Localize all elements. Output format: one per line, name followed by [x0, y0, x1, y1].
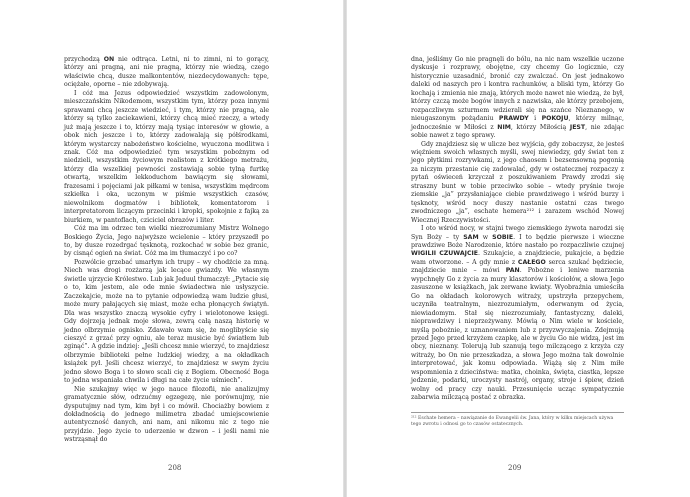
text-run: i zarazem wschód Nowej Wiecznej Rzeczywistości.: [411, 208, 624, 224]
text-run: I cóż ma Jezus odpowiedzieć wszystkim zadowolonym, mieszczańskim Nikodemom, wszystkim tym, którzy poza innymi sprawami chcą jeszcze wiedzieć, i tym, którzy nie pragną, ale którzy są tylko zaciekawieni, którzy chcą mieć rzeczy, a wtedy już mają jeszcze i to, którzy mają tysiąc interesów w głowie, a obok nich jeszcze i to, którzy zadowalają się półśrodkami, którym wystarczy nabożeństwo kościelne, wyuczona modlitwa i znak. Cóż ma odpowiedzieć tym wszystkim pobożnym od niedzieli, wszystkim życiowym realistom z krótkiego metrażu, którzy dla wszelkiej pewności zostawiają sobie tylną furtkę otwartą, wszelkim lekkoduchom bawiącym się słowami, frazesami i pojęciami jak piłkami w tenisa, wszystkim mędrcom szkiełka i oka, uczonym w piśmie wszystkich czasów, niewolnikom dogmatów i bibliotek, komentatorom i interpretatorom liczącym przecinki i kropki, spokojnie z fajką za biurkiem, w pantoflach, cziciciel obrazów i liter.: [64, 89, 269, 224]
emphasized-word: PAN: [505, 267, 520, 275]
text-run: . I to będzie pierwsze i wieczne prawdziwe Boże Narodzenie, które nastało po rozpaczliwie czujnej: [411, 233, 624, 249]
text-run: , nie zdając sobie nawet z tego sprawy.: [411, 123, 624, 140]
text-run: Pozwólcie grzebać umarłym ich trupy – wy chodźcie za mną. Niech was drogi rozżarzą jak lecące gwiazdy. We własnym świetle ujrzycie Królestwo. Lub jak Jeduul tłumaczył: „Pytacie się o to, kim jestem, ale ode mnie świadectwa nie usłyszycie. Zaczekajcie, może na to pytanie odpowiedzą wam ludzie głusi, może mury pałających się miast, może echa płonących świątyń. Dla was wszystko znaczą wysokie cyfry i wielotonowe księgi. Gdy dojrzeją jednak moje słowa, zewrą całą naszą historię w jedno olbrzymie ognisko. Zdawało wam się, że moglibyście się cieszyć z grzać przy ogniu, ale teraz musicie być światłem lub zginąć”. A gdzie indziej: „Jeśli chcesz mnie wierzyć, to znajdziesz olbrzymie biblioteki pełne ludzkiej wiedzy, a na okładkach książek pył. Jeśli chcesz wierzyć, to znajdziesz w swym życiu jedno słowo Boga i to słowo scali cię z Bogiem. Obecność Boga to jedna wspaniała chwila i długi na całe życie uśmiech”.: [64, 258, 269, 385]
text-run: I oto wśród nocy, w stajni twego ziemskiego żywota narodzi się Syn Boży – ty: [411, 225, 624, 241]
left-page: [0, 0, 343, 497]
emphasized-word: CAŁEGO: [517, 258, 546, 266]
emphasized-word: NIM: [497, 123, 511, 131]
text-run: i: [528, 115, 542, 123]
right-page-paragraph: [411, 141, 624, 226]
text-run: w: [478, 233, 493, 241]
emphasized-word: JEST: [569, 123, 586, 131]
text-run: przychodzą: [64, 56, 104, 63]
text-run: , którzy Miłością: [510, 123, 570, 131]
right-page-text: [411, 56, 624, 403]
text-run: dna, jeśliśmy Go nie pragnęli do bólu, na nic nam wszelkie uczone dyskusje i rozprawy, obojętne, czy chcemy Go logicznie, czy historycznie uzasadnić, bronić czy zwalczać. On jest jednakowo daleki od naszych pro i kontra rachunków, a bliski tym, którzy Go kochają i zmienia nie znają, których może nawet nie wiedzą, że był, którzy czczą może bogów innych z nazwiska, ale którzy przebojem, rozpaczliwym szturmem wdzierali się na szańce Nieznanego, w nieugaszonym pożądaniu: [411, 56, 624, 123]
text-run: Nie szukajmy więc w jego nauce filozofii, nie analizujmy gramatycznie słów, odrzućmy egzegezę, nie porównujmy, nie dysputujmy nad tym, kim był i co mówił. Chociażby bowiem z dokładnością do jednego milimetra zbadać umiejscowienie autentyczność danych, ani nam, ani nikomu nic z tego nie przyjdzie. Jego życie to uderzenie w dzwon – i jeśli nami nie wstrząsnął do: [64, 385, 269, 444]
text-run: . Szukajcie, a znajdziecie, pukajcie, a będzie wam otworzone. – A gdy mnie z: [411, 250, 624, 266]
text-run: . Pobożne i leniwe marzenia wypchnęły Go z życia za mury klasztorów i kościołów, a słowa Jego zasuszone w książkach, jak zerwane kwiaty. Wyobraźnia umieściła Go na okładach kolorowych witraży, upstrzyła przepychem, uczyniła teatralnym, niezrozumiałym, oderwanym od życia, niewiadomym. Stał się niezrozumiały, fantastyczny, daleki, nieprawdziwy i nieprzeżywany. Mówią o Nim wiele w kościele, myślą pobożnie, z uznanowaniem lub z przyzwyczajenia. Zdejmują przed Jego przed krzyżem czapkę, ale w życiu Go nie widzą, jest im obcy, nieznany. Tolerują lub szanują tego milczącego z krzyża czy witraży, bo On nie przeszkadza, a słowa Jego można tak dowolnie interpretować, jak komu odpowiada. Wiążą się z Nim miłe wspomnienia z dzieciństwa: matka, choinka, święta, ciastka, lepsze jedzenie, podarki, uroczysty nastrój, organy, stroje i śpiew, dzień wolny od pracy czy nauki. Przesunięcie ucząc sympatycznie zabarwia milczącą postać z obrazka.: [411, 267, 624, 402]
text-run: Cóż ma im odrzec ten wielki niezrozumiany Mistrz Wolnego Boskiego Życia, Jego najwyższe wcielenie – który przyszedł po to, by dusze rozedrgać tęsknotą, rozkochać w sobie bez granic, by cisnąć ogień na świat. Cóż ma im tłumaczyć i po co?: [64, 225, 269, 258]
emphasized-word: WIGILII: [411, 250, 437, 258]
right-page-number: 209: [508, 464, 522, 472]
footnote: ²¹² Eschate hemera – nawiązanie do Ewangelii św. Jana, który w kilku miejscach używa tego zwrotu i odnosi go to czasów ostatecznych.: [411, 412, 624, 428]
left-page-paragraph: [64, 90, 269, 225]
text-run: Gdy znajdziesz się w ulicze bez wyjścia, gdy zobaczysz, że jesteś więźniem swoich własnych myśli, swej niewiedzy, gdy świat ten z jego płytkimi rozrywkami, z jego chaosem i bezsensowną pogonią za niczym przestanie cię zadowalać, gdy w ostatecznej rozpaczy z pytań oświeceń krzyczał z poszukiwaniem Prawdy zrodzi się straszny bunt w tobie przeciwko sobie – wtedy pryśnie twoje ziemskie „ja” przysłaniające ciebie prawdziwego i wśród burzy i tęsknoty, wśród nocy duszy nastanie ostatni czas twego zwodniczego „ja”, eschate hemera: [411, 140, 624, 216]
left-page-paragraph: [64, 56, 269, 90]
text-run: serca szukać będziecie, znajdziecie mnie – mówi: [411, 258, 624, 275]
text-run: nie odtrąca. Letni, ni to zimni, ni to gorący, którzy ani pragną, ani nie pragną, którzy nie wiedzą, czego właściwie chcą, dusze malkontentów, niezdecydowanych: tępe, ociężałe, oporne – nie zdobywają.: [64, 56, 269, 89]
emphasized-word: POKOJU: [541, 115, 569, 123]
right-page: [347, 0, 690, 497]
left-page-text: [64, 56, 269, 445]
right-page-paragraph: [411, 56, 624, 141]
right-page-paragraph: [411, 225, 624, 403]
emphasized-word: SOBIE: [492, 233, 514, 241]
left-page-paragraph: [64, 259, 269, 386]
emphasized-word: PRAWDY: [498, 115, 529, 123]
text-run: ²¹²: [526, 208, 535, 216]
emphasized-word: SAM: [463, 233, 479, 241]
emphasized-word: CZUWAJCIE: [439, 250, 479, 258]
emphasized-word: ON: [103, 56, 115, 63]
left-page-paragraph: [64, 225, 269, 259]
text-run: , którzy milnąc, jednocześnie w Miłości z: [411, 115, 624, 131]
left-page-number: 208: [168, 464, 182, 472]
left-page-paragraph: [64, 386, 269, 445]
